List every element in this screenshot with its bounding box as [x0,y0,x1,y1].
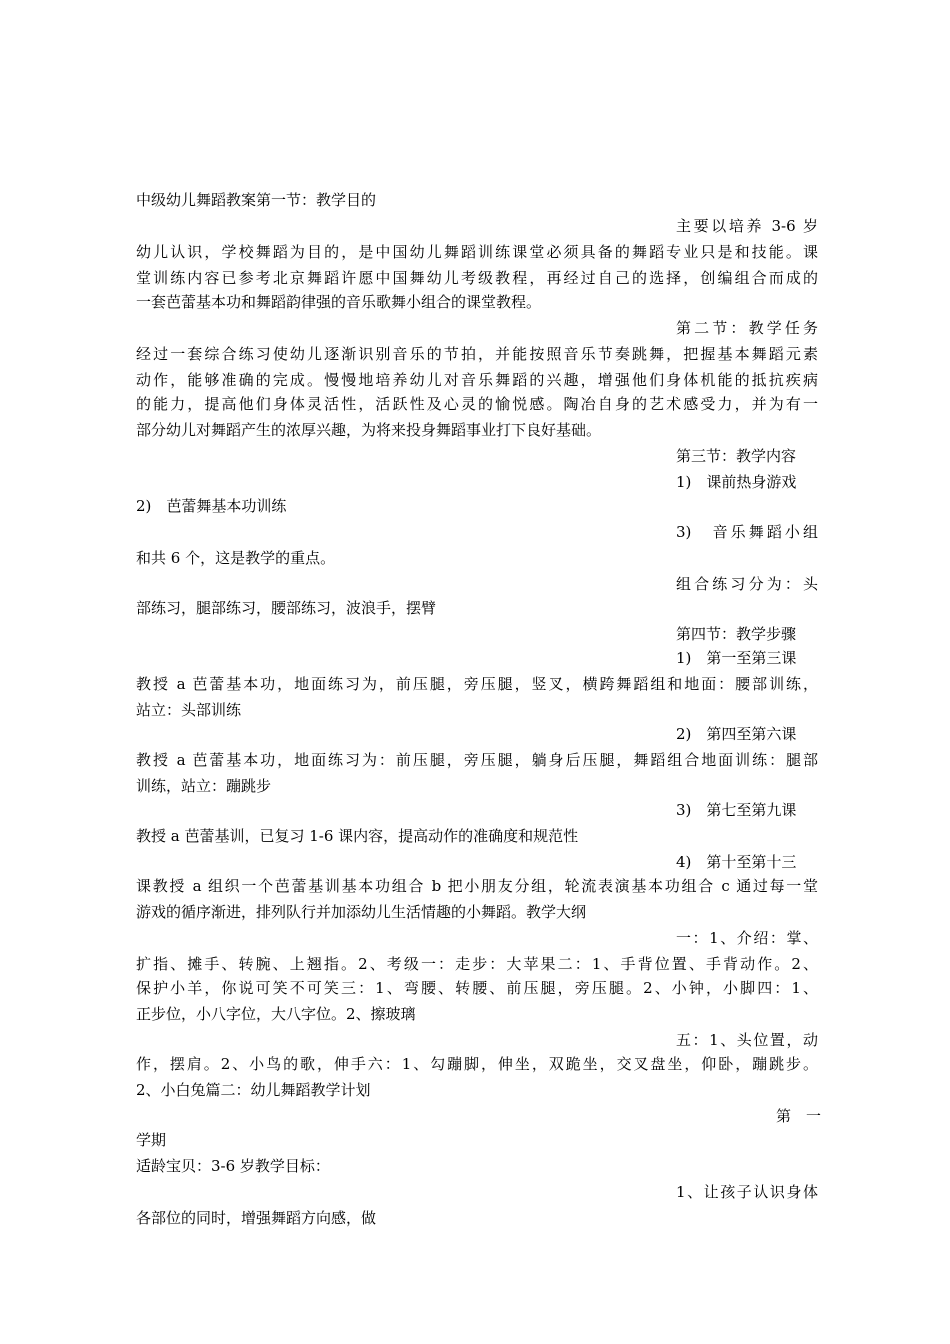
doc-line: 堂训练内容已参考北京舞蹈许愿中国舞幼儿考级教程，再经过自己的选择，创编组合而成的 [136,269,818,287]
doc-line: 的能力，提高他们身体灵活性，活跃性及心灵的愉悦感。陶冶自身的艺术感受力，并为有一 [136,395,818,413]
list-item: 4) 第十至第十三 [676,853,797,871]
doc-line: 组合练习分为：头 [676,575,818,593]
doc-line: 教授 a 芭蕾基训，已复习 1-6 课内容，提高动作的准确度和规范性 [136,827,579,845]
doc-line: 正步位，小八字位，大八字位。2、擦玻璃 [136,1005,416,1023]
doc-line: 一套芭蕾基本功和舞蹈韵律强的音乐歌舞小组合的课堂教程。 [136,293,542,311]
list-item: 3) 第七至第九课 [676,801,797,819]
section-heading: 第四节：教学步骤 [676,625,797,643]
doc-line: 幼儿认识，学校舞蹈为目的，是中国幼儿舞蹈训练课堂必须具备的舞蹈专业只是和技能。课 [136,243,818,261]
doc-line: 第 一 [776,1107,822,1125]
doc-line: 扩指、摊手、转腕、上翘指。2、考级一：走步：大苹果二：1、手背位置、手背动作。2、 [136,955,818,973]
doc-line: 中级幼儿舞蹈教案第一节：教学目的 [136,191,377,209]
list-item: 1) 课前热身游戏 [676,473,797,491]
doc-line: 各部位的同时，增强舞蹈方向感，做 [136,1209,377,1227]
doc-line: 学期 [136,1131,167,1149]
doc-line: 一：1、介绍：掌、 [676,929,818,947]
doc-line: 1、让孩子认识身体 [676,1183,818,1201]
doc-line: 和共 6 个，这是教学的重点。 [136,549,336,567]
list-item: 3) 音乐舞蹈小组 [676,523,818,541]
list-item: 2) 第四至第六课 [676,725,797,743]
doc-line: 2、小白兔篇二：幼儿舞蹈教学计划 [136,1081,371,1099]
doc-line: 部练习，腿部练习，腰部练习，波浪手，摆臂 [136,599,437,617]
doc-line: 站立：头部训练 [136,701,242,719]
section-heading: 第三节：教学内容 [676,447,797,465]
doc-line: 教授 a 芭蕾基本功，地面练习为，前压腿，旁压腿，竖叉，横跨舞蹈组和地面：腰部训练， [136,675,818,693]
doc-line: 教授 a 芭蕾基本功，地面练习为：前压腿，旁压腿，躺身后压腿，舞蹈组合地面训练：腿部 [136,751,818,769]
doc-line: 课教授 a 组织一个芭蕾基训基本功组合 b 把小朋友分组，轮流表演基本功组合 c 通过每一堂 [136,877,818,895]
doc-line: 部分幼儿对舞蹈产生的浓厚兴趣，为将来投身舞蹈事业打下良好基础。 [136,421,602,439]
list-item: 1) 第一至第三课 [676,649,797,667]
doc-line: 保护小羊，你说可笑不可笑三：1、弯腰、转腰、前压腿，旁压腿。2、小钟，小脚四：1、 [136,979,818,997]
doc-line: 动作，能够准确的完成。慢慢地培养幼儿对音乐舞蹈的兴趣，增强他们身体机能的抵抗疾病 [136,371,818,389]
doc-line: 训练，站立：蹦跳步 [136,777,272,795]
doc-line: 五：1、头位置，动 [676,1031,818,1049]
doc-line: 作，摆肩。2、小鸟的歌，伸手六：1、勾蹦脚，伸坐，双跪坐，交叉盘坐，仰卧，蹦跳步。 [136,1055,818,1073]
section-heading: 第二节：教学任务 [676,319,818,337]
doc-line: 经过一套综合练习使幼儿逐渐识别音乐的节拍，并能按照音乐节奏跳舞，把握基本舞蹈元素 [136,345,818,363]
doc-line: 适龄宝贝：3-6 岁教学目标： [136,1157,330,1175]
doc-line: 游戏的循序渐进，排列队行并加添幼儿生活情趣的小舞蹈。教学大纲 [136,903,587,921]
list-item: 2) 芭蕾舞基本功训练 [136,497,287,515]
doc-line: 主要以培养 3-6 岁 [676,217,818,235]
